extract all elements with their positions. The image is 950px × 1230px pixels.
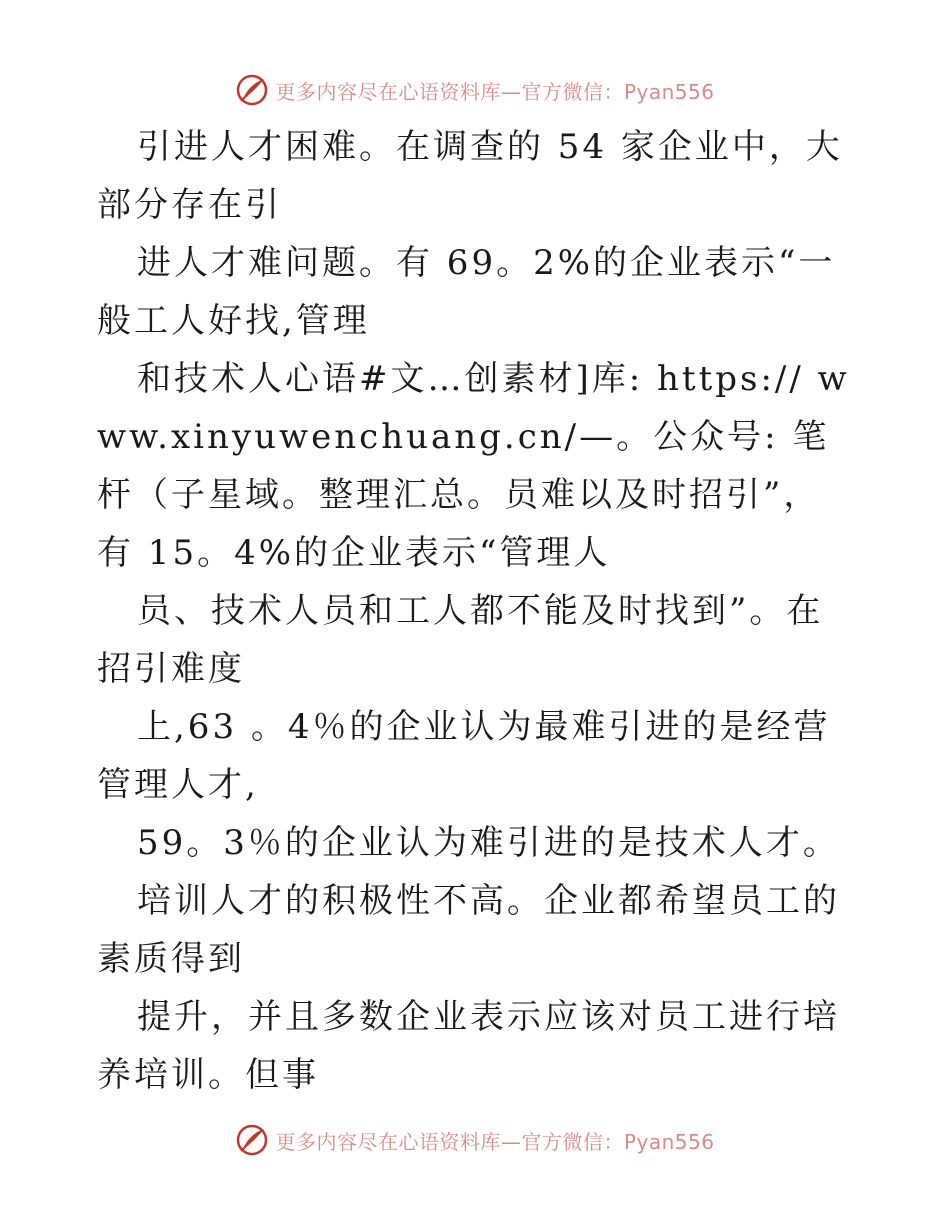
- paragraph-4: 员、技术人员和工人都不能及时找到”。在招引难度: [97, 591, 824, 689]
- paragraph-7: 培训人才的积极性不高。企业都希望员工的素质得到: [97, 881, 840, 979]
- paragraph-8: 提升，并且多数企业表示应该对员工进行培养培训。但事: [97, 997, 840, 1095]
- paragraph-5: 上,63 。4％的企业认为最难引进的是经营管理人才,: [97, 707, 831, 805]
- footer-watermark: [0, 1120, 950, 1160]
- paragraph-3: 和技术人心语#文…创素材]库: https:// www.xinyuwenchuang.cn/—。公众号: 笔杆（子星域。整理汇总。员难以及时招引”，有 15。4%的企业表示“管理人: [97, 359, 850, 573]
- paragraph-2: 进人才难问题。有 69。2%的企业表示“一般工人好找,管理: [97, 243, 836, 341]
- watermark-text: 更多内容尽在心语资料库—官方微信：Pyan556: [275, 79, 715, 104]
- feather-quill-logo-icon: [235, 1123, 269, 1157]
- header-watermark: [0, 70, 950, 110]
- document-body: [97, 118, 857, 1104]
- feather-quill-logo-icon: [235, 73, 269, 107]
- watermark-text: 更多内容尽在心语资料库—官方微信：Pyan556: [275, 1129, 715, 1154]
- paragraph-6: 59。3％的企业认为难引进的是技术人才。: [137, 823, 840, 863]
- paragraph-1: 引进人才困难。在调查的 54 家企业中，大部分存在引: [97, 127, 843, 225]
